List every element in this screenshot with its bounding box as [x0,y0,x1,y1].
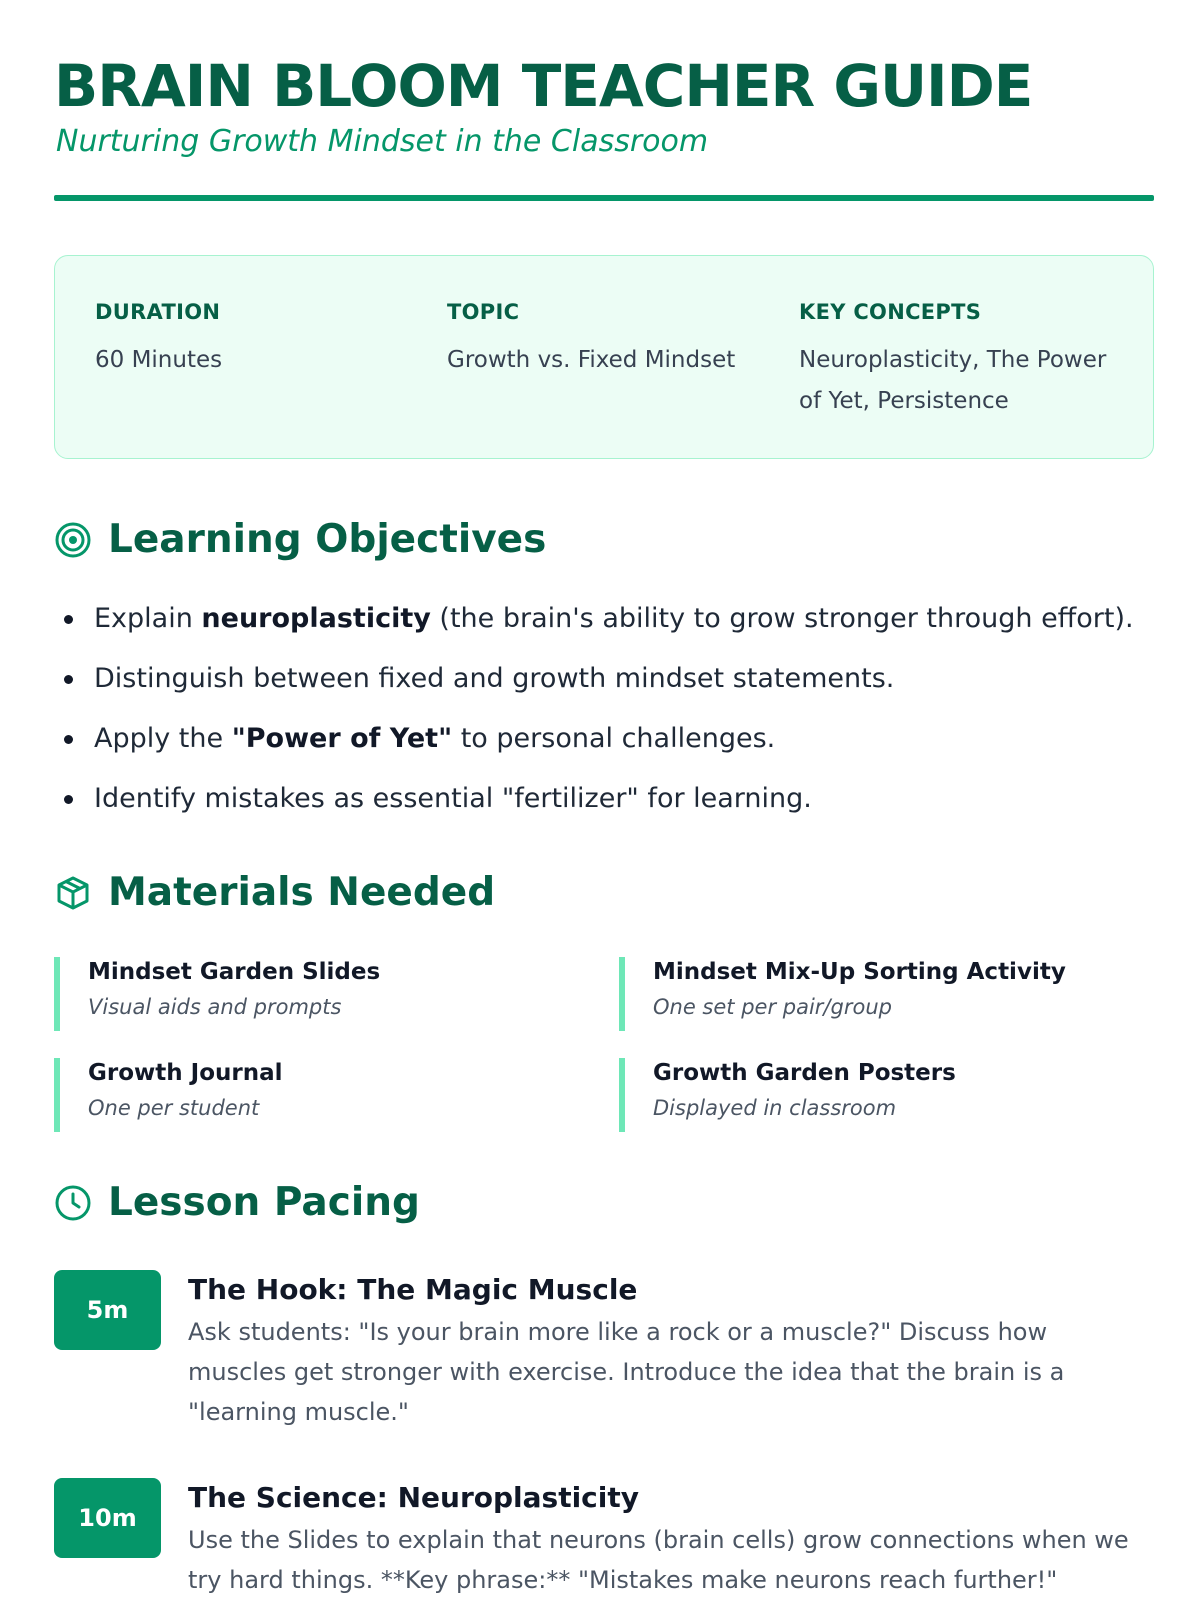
objective-text: to personal challenges. [452,723,776,754]
pacing-body [188,1478,1148,1600]
summary-label: DURATION [95,300,221,324]
objective-text: (the brain's ability to grow stronger through effort). [430,603,1134,634]
material-title: Growth Journal [88,1060,283,1086]
material-item [54,1058,574,1132]
summary-label: KEY CONCEPTS [799,300,982,324]
list-item [54,720,1154,780]
summary-value: 60 Minutes [95,347,223,373]
material-title: Mindset Mix-Up Sorting Activity [653,959,1066,985]
page-title: BRAIN BLOOM TEACHER GUIDE [54,52,1033,120]
objective-emphasis: neuroplasticity [201,603,431,634]
summary-topic [447,300,777,381]
section-heading: Learning Objectives [108,517,547,562]
bullet-icon [64,795,73,804]
time-badge: 5m [54,1270,161,1350]
summary-label: TOPIC [447,300,520,324]
objectives-list [54,600,1154,840]
list-item [54,600,1154,660]
summary-key-concepts [799,300,1129,422]
material-title: Growth Garden Posters [653,1060,956,1086]
clock-icon [54,1184,92,1222]
pacing-item [54,1270,1154,1450]
section-materials-needed [54,870,495,915]
objective-emphasis: "Power of Yet" [231,723,453,754]
section-heading: Lesson Pacing [108,1180,420,1225]
material-title: Mindset Garden Slides [88,959,381,985]
objective-text: Distinguish between fixed and growth mindset statements. [94,663,895,694]
objective-text: Apply the [94,723,232,754]
lesson-summary-panel [54,255,1154,459]
page-subtitle: Nurturing Growth Mindset in the Classroom [56,124,709,159]
time-badge: 10m [54,1478,161,1558]
list-item [54,780,1154,840]
pacing-title: The Hook: The Magic Muscle [188,1273,638,1306]
objective-text: Identify mistakes as essential "fertilizer" for learning. [94,783,812,814]
list-item [54,660,1154,720]
bullet-icon [64,735,73,744]
material-item [619,1058,1139,1132]
header-divider [54,195,1154,201]
pacing-body [188,1270,1148,1432]
material-item [54,957,574,1031]
section-heading: Materials Needed [108,870,496,915]
material-note: Displayed in classroom [653,1096,897,1120]
bullet-icon [64,675,73,684]
summary-value: Growth vs. Fixed Mindset [447,347,736,373]
section-lesson-pacing [54,1180,420,1225]
material-note: One set per pair/group [653,995,892,1019]
target-icon [54,521,92,559]
material-item [619,957,1139,1031]
box-icon [54,874,92,912]
material-note: One per student [88,1096,260,1120]
pacing-item [54,1478,1154,1600]
section-learning-objectives [54,517,546,562]
bullet-icon [64,615,73,624]
summary-duration [95,300,425,381]
material-note: Visual aids and prompts [88,995,342,1019]
pacing-description: Ask students: "Is your brain more like a rock or a muscle?" Discuss how muscles get stronger with exercise. Introduce the idea that the brain is a "learning muscle." [188,1318,1065,1426]
summary-value: Neuroplasticity, The Power of Yet, Persistence [799,347,1107,414]
pacing-description: Use the Slides to explain that neurons (brain cells) grow connections when we try hard things. **Key phrase:** "Mistakes make neurons reach further!" [188,1526,1129,1594]
pacing-title: The Science: Neuroplasticity [188,1481,640,1514]
objective-text: Explain [94,603,202,634]
